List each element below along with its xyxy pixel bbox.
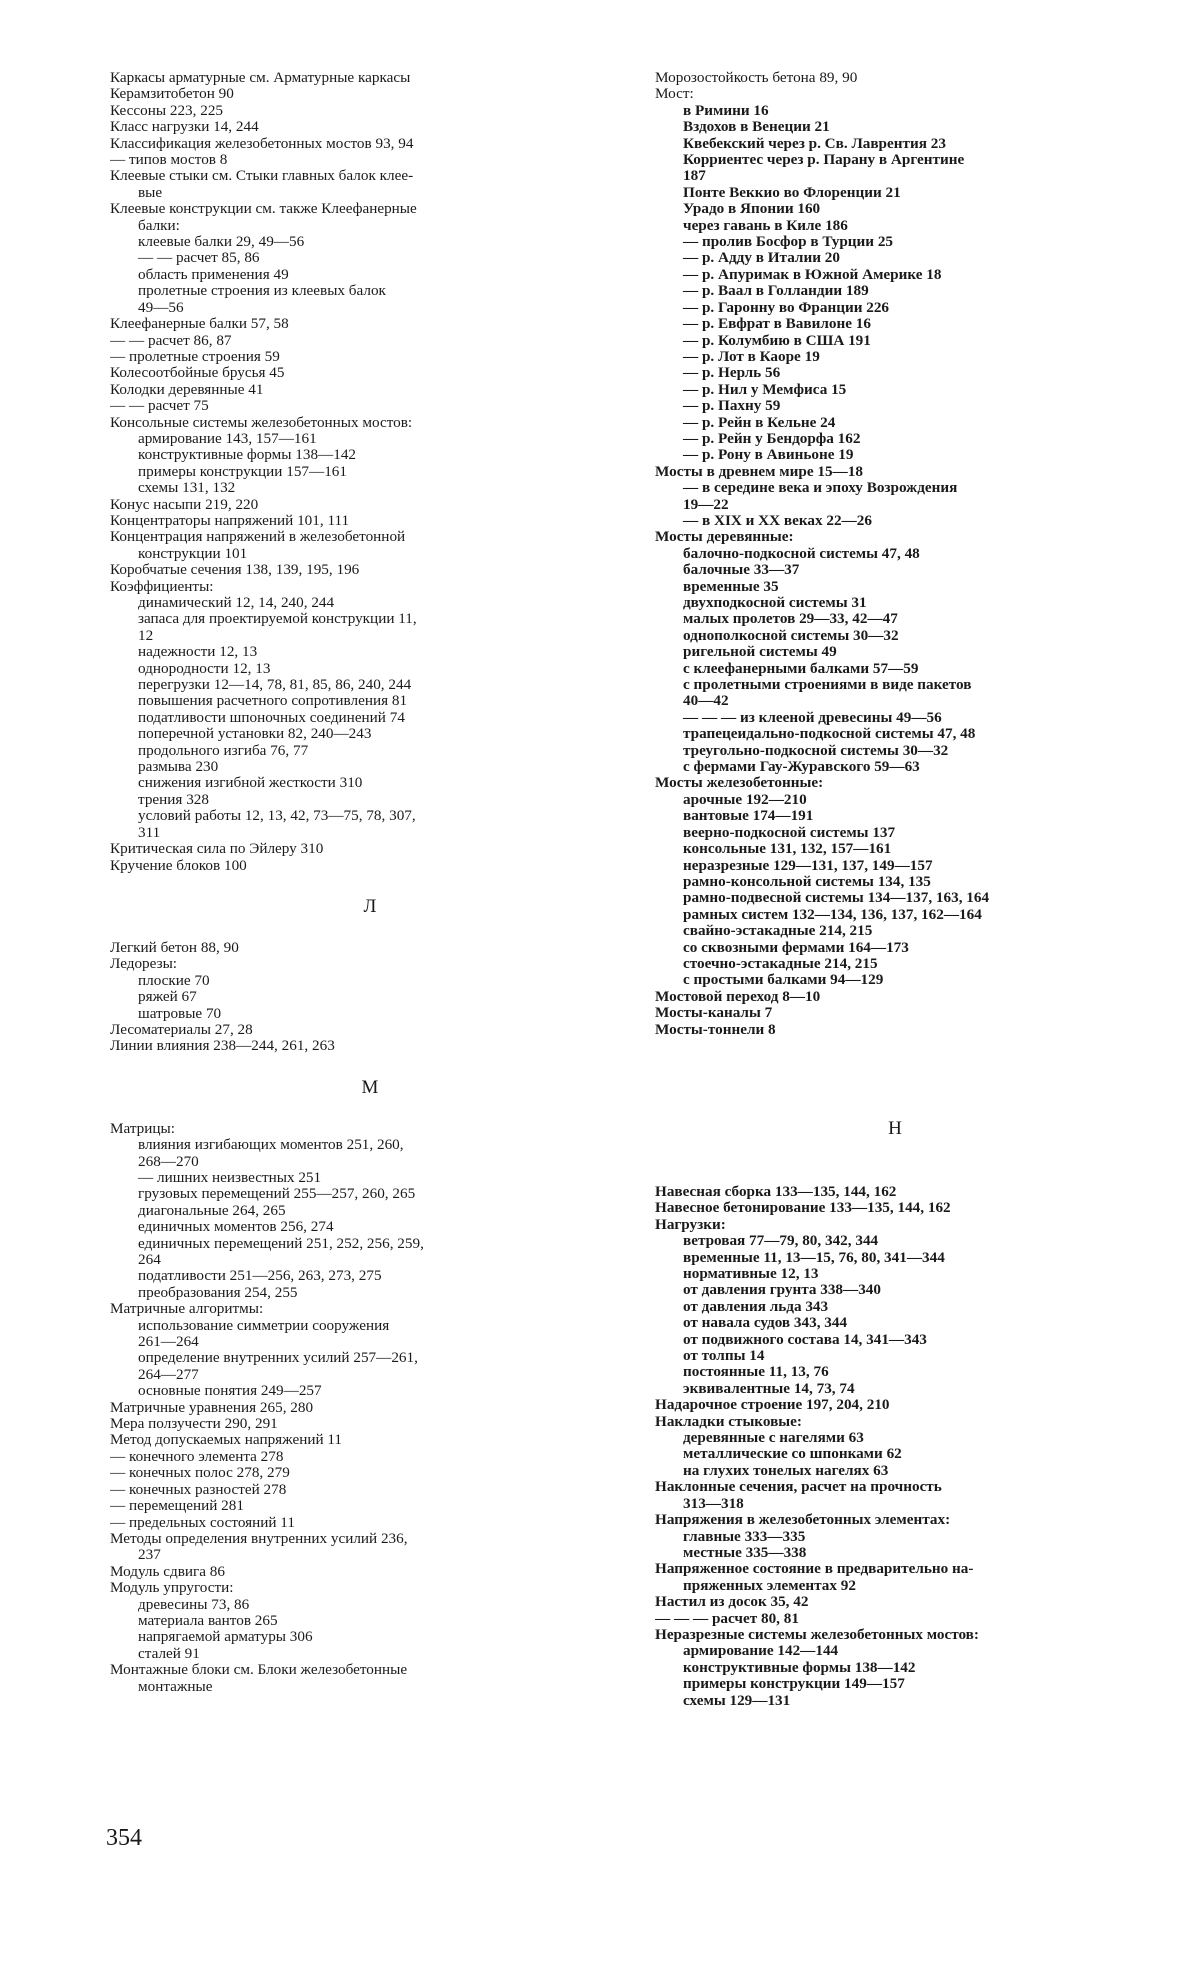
index-subentry: от давления льда 343 xyxy=(683,1298,829,1315)
index-subentry: — в XIX и XX веках 22—26 xyxy=(683,512,872,529)
index-entry: — конечных разностей 278 xyxy=(110,1481,287,1498)
index-subentry: преобразования 254, 255 xyxy=(138,1284,298,1301)
index-subentry: эквивалентные 14, 73, 74 xyxy=(683,1380,855,1397)
index-subentry: древесины 73, 86 xyxy=(138,1596,250,1613)
index-subentry: диагональные 264, 265 xyxy=(138,1202,286,1219)
index-entry: Критическая сила по Эйлеру 310 xyxy=(110,841,324,858)
index-subentry: схемы 129—131 xyxy=(683,1692,791,1709)
index-entry: — конечного элемента 278 xyxy=(110,1448,284,1465)
index-entry: Навесная сборка 133—135, 144, 162 xyxy=(655,1183,897,1200)
section-letter: Л xyxy=(363,895,377,917)
index-subentry: главные 333—335 xyxy=(683,1528,806,1545)
index-entry: Ледорезы: xyxy=(110,956,178,973)
index-subentry: арочные 192—210 xyxy=(683,791,807,808)
index-subentry: вантовые 174—191 xyxy=(683,808,814,825)
index-entry: Концентрация напряжений в железобетонной xyxy=(110,529,406,546)
index-subentry: 313—318 xyxy=(683,1495,744,1512)
index-subentry: с фермами Гау-Журавского 59—63 xyxy=(683,759,920,776)
index-subentry: балочно-подкосной системы 47, 48 xyxy=(683,545,920,562)
index-subentry: армирование 143, 157—161 xyxy=(138,430,317,447)
index-subentry: 12 xyxy=(138,627,154,644)
index-subentry: надежности 12, 13 xyxy=(138,644,258,661)
index-subentry: основные понятия 249—257 xyxy=(138,1383,322,1400)
index-entry: Настил из досок 35, 42 xyxy=(655,1594,809,1611)
index-subentry: запаса для проектируемой конструкции 11, xyxy=(138,611,417,628)
index-subentry: шатровые 70 xyxy=(138,1005,222,1022)
index-subentry: условий работы 12, 13, 42, 73—75, 78, 307, xyxy=(138,808,416,825)
index-subentry: Корриентес через р. Парану в Аргентине xyxy=(683,152,965,169)
index-subentry: податливости 251—256, 263, 273, 275 xyxy=(138,1268,382,1285)
index-entry: Колесоотбойные брусья 45 xyxy=(110,365,285,382)
index-entry: Напряженное состояние в предварительно на- xyxy=(655,1561,974,1578)
index-entry: Напряжения в железобетонных элементах: xyxy=(655,1512,951,1529)
index-entry: Мосты-каналы 7 xyxy=(655,1005,773,1022)
index-subentry: от подвижного состава 14, 341—343 xyxy=(683,1331,927,1348)
index-subentry: Урадо в Японии 160 xyxy=(683,201,821,218)
index-subentry: — р. Рону в Авиньоне 19 xyxy=(683,447,854,464)
index-column-right xyxy=(655,70,1135,1709)
index-subentry: металлические со шпонками 62 xyxy=(683,1446,902,1463)
spacer xyxy=(110,1055,630,1077)
index-entry: Матричные уравнения 265, 280 xyxy=(110,1399,314,1416)
index-column-left xyxy=(110,70,630,1695)
index-entry: Клеефанерные балки 57, 58 xyxy=(110,316,289,333)
index-entry: — предельных состояний 11 xyxy=(110,1514,295,1531)
index-subentry: податливости шпоночных соединений 74 xyxy=(138,709,405,726)
index-subentry: материала вантов 265 xyxy=(138,1612,278,1629)
index-subentry: — р. Гаронну во Франции 226 xyxy=(683,299,890,316)
index-subentry: — р. Рейн у Бендорфа 162 xyxy=(683,430,861,447)
index-subentry: напрягаемой арматуры 306 xyxy=(138,1629,313,1646)
index-subentry: рамно-подвесной системы 134—137, 163, 164 xyxy=(683,890,990,907)
index-subentry: схемы 131, 132 xyxy=(138,480,236,497)
index-subentry: область применения 49 xyxy=(138,266,289,283)
index-subentry: рамно-консольной системы 134, 135 xyxy=(683,873,931,890)
index-subentry: 49—56 xyxy=(138,299,184,316)
index-subentry: малых пролетов 29—33, 42—47 xyxy=(683,611,898,628)
index-entry: Мосты-тоннели 8 xyxy=(655,1021,776,1038)
index-subentry: — р. Рейн в Кельне 24 xyxy=(683,414,836,431)
index-entry: — — расчет 75 xyxy=(110,398,209,415)
index-entry: Класс нагрузки 14, 244 xyxy=(110,119,259,136)
index-entry: Коробчатые сечения 138, 139, 195, 196 xyxy=(110,562,360,579)
index-subentry: балки: xyxy=(138,217,180,234)
index-subentry: вые xyxy=(138,184,163,201)
index-entry: Концентраторы напряжений 101, 111 xyxy=(110,512,350,529)
index-subentry: продольного изгиба 76, 77 xyxy=(138,742,309,759)
index-entry: Кручение блоков 100 xyxy=(110,857,247,874)
index-subentry: Понте Веккио во Флоренции 21 xyxy=(683,184,901,201)
index-entry: Мостовой переход 8—10 xyxy=(655,988,821,1005)
index-entry: Коэффициенты: xyxy=(110,578,214,595)
index-subentry: плоские 70 xyxy=(138,972,210,989)
index-subentry: — — расчет 85, 86 xyxy=(138,250,260,267)
index-subentry: 40—42 xyxy=(683,693,729,710)
index-subentry: ряжей 67 xyxy=(138,989,197,1006)
index-subentry: единичных перемещений 251, 252, 256, 259, xyxy=(138,1235,424,1252)
index-entry: Методы определения внутренних усилий 236, xyxy=(110,1530,408,1547)
index-subentry: — р. Адду в Италии 20 xyxy=(683,250,840,267)
index-entry: Мосты в древнем мире 15—18 xyxy=(655,463,863,480)
spacer xyxy=(110,1099,630,1121)
index-subentry: снижения изгибной жесткости 310 xyxy=(138,775,363,792)
index-entry: — — расчет 86, 87 xyxy=(110,332,232,349)
index-entry: Легкий бетон 88, 90 xyxy=(110,939,239,956)
index-subentry: — — — из клееной древесины 49—56 xyxy=(683,709,942,726)
index-subentry: влияния изгибающих моментов 251, 260, xyxy=(138,1137,404,1154)
index-subentry: — пролив Босфор в Турции 25 xyxy=(683,234,894,251)
index-entry: Консольные системы железобетонных мостов: xyxy=(110,414,413,431)
index-subentry: ригельной системы 49 xyxy=(683,644,837,661)
index-subentry: треугольно-подкосной системы 30—32 xyxy=(683,742,949,759)
index-subentry: трения 328 xyxy=(138,791,209,808)
index-entry: Мосты железобетонные: xyxy=(655,775,824,792)
index-subentry: — лишних неизвестных 251 xyxy=(138,1169,322,1186)
index-subentry: неразрезные 129—131, 137, 149—157 xyxy=(683,857,933,874)
index-subentry: повышения расчетного сопротивления 81 xyxy=(138,693,408,710)
index-subentry: примеры конструкции 157—161 xyxy=(138,463,347,480)
index-entry: Керамзитобетон 90 xyxy=(110,86,234,103)
index-subentry: определение внутренних усилий 257—261, xyxy=(138,1350,418,1367)
section-letter: Н xyxy=(888,1117,902,1139)
index-subentry: пряженных элементах 92 xyxy=(683,1577,856,1594)
index-subentry: 268—270 xyxy=(138,1153,199,1170)
index-entry: Нагрузки: xyxy=(655,1216,726,1233)
index-subentry: трапецеидально-подкосной системы 47, 48 xyxy=(683,726,976,743)
index-entry: Лесоматериалы 27, 28 xyxy=(110,1021,253,1038)
index-subentry: — в середине века и эпоху Возрождения xyxy=(683,480,958,497)
index-subentry: — р. Ваал в Голландии 189 xyxy=(683,283,869,300)
index-subentry: постоянные 11, 13, 76 xyxy=(683,1364,829,1381)
index-entry: Колодки деревянные 41 xyxy=(110,381,264,398)
index-entry: Надарочное строение 197, 204, 210 xyxy=(655,1397,890,1414)
index-entry: Неразрезные системы железобетонных мостов: xyxy=(655,1626,979,1643)
spacer xyxy=(655,1140,1135,1162)
index-subentry: 261—264 xyxy=(138,1334,199,1351)
index-subentry: монтажные xyxy=(138,1678,213,1695)
index-entry: — перемещений 281 xyxy=(110,1498,244,1515)
index-subentry: Вздохов в Венеции 21 xyxy=(683,119,830,136)
index-subentry: — р. Пахну 59 xyxy=(683,398,781,415)
index-entry: — конечных полос 278, 279 xyxy=(110,1465,290,1482)
index-entry: Наклонные сечения, расчет на прочность xyxy=(655,1479,942,1496)
index-entry: Мера ползучести 290, 291 xyxy=(110,1416,278,1433)
index-entry: — — — расчет 80, 81 xyxy=(655,1610,799,1627)
index-entry: Монтажные блоки см. Блоки железобетонные xyxy=(110,1662,408,1679)
index-subentry: примеры конструкции 149—157 xyxy=(683,1676,905,1693)
index-subentry: стоечно-эстакадные 214, 215 xyxy=(683,955,878,972)
spacer xyxy=(655,1038,1135,1096)
index-subentry: поперечной установки 82, 240—243 xyxy=(138,726,372,743)
index-subentry: от давления грунта 338—340 xyxy=(683,1282,881,1299)
index-subentry: грузовых перемещений 255—257, 260, 265 xyxy=(138,1186,416,1203)
spacer xyxy=(110,874,630,896)
index-entry: Мосты деревянные: xyxy=(655,529,794,546)
index-subentry: через гавань в Киле 186 xyxy=(683,217,848,234)
index-entry: Классификация железобетонных мостов 93, 94 xyxy=(110,135,414,152)
index-subentry: консольные 131, 132, 157—161 xyxy=(683,841,892,858)
index-subentry: сталей 91 xyxy=(138,1645,200,1662)
index-subentry: 264—277 xyxy=(138,1366,199,1383)
index-entry: Кессоны 223, 225 xyxy=(110,102,224,119)
index-subentry: в Римини 16 xyxy=(683,102,769,119)
index-subentry: веерно-подкосной системы 137 xyxy=(683,824,896,841)
index-subentry: однополкосной системы 30—32 xyxy=(683,627,899,644)
index-subentry: балочные 33—37 xyxy=(683,562,800,579)
index-entry: Накладки стыковые: xyxy=(655,1413,802,1430)
index-entry: — пролетные строения 59 xyxy=(110,348,280,365)
index-subentry: однородности 12, 13 xyxy=(138,660,271,677)
index-subentry: 311 xyxy=(138,824,161,841)
index-subentry: — р. Колумбию в США 191 xyxy=(683,332,871,349)
index-subentry: — р. Евфрат в Вавилоне 16 xyxy=(683,316,871,333)
index-subentry: со сквозными фермами 164—173 xyxy=(683,939,909,956)
index-subentry: единичных моментов 256, 274 xyxy=(138,1219,334,1236)
section-letter: М xyxy=(361,1076,379,1098)
index-entry: Каркасы арматурные см. Арматурные каркасы xyxy=(110,70,411,86)
index-subentry: от навала судов 343, 344 xyxy=(683,1315,848,1332)
index-subentry: с пролетными строениями в виде пакетов xyxy=(683,677,972,694)
index-entry: Матричные алгоритмы: xyxy=(110,1301,264,1318)
index-subentry: местные 335—338 xyxy=(683,1544,807,1561)
index-entry: Метод допускаемых напряжений 11 xyxy=(110,1432,342,1449)
spacer xyxy=(655,1162,1135,1184)
index-subentry: деревянные с нагелями 63 xyxy=(683,1430,864,1447)
index-entry: Линии влияния 238—244, 261, 263 xyxy=(110,1038,335,1055)
index-subentry: 19—22 xyxy=(683,496,729,513)
index-subentry: — р. Нил у Мемфиса 15 xyxy=(683,381,847,398)
index-entry: Клеевые конструкции см. также Клеефанерные xyxy=(110,201,417,218)
index-entry: Матрицы: xyxy=(110,1120,175,1137)
index-subentry: размыва 230 xyxy=(138,759,219,776)
index-subentry: перегрузки 12—14, 78, 81, 85, 86, 240, 244 xyxy=(138,677,412,694)
index-entry: Навесное бетонирование 133—135, 144, 162 xyxy=(655,1200,951,1217)
index-subentry: с клеефанерными балками 57—59 xyxy=(683,660,919,677)
index-subentry: на глухих тонелых нагелях 63 xyxy=(683,1462,889,1479)
index-entry: Мост: xyxy=(655,86,694,103)
index-subentry: рамных систем 132—134, 136, 137, 162—164 xyxy=(683,906,982,923)
index-entry: Модуль упругости: xyxy=(110,1580,234,1597)
index-subentry: Квебекский через р. Св. Лаврентия 23 xyxy=(683,135,946,152)
index-subentry: 187 xyxy=(683,168,706,185)
index-subentry: временные 35 xyxy=(683,578,779,595)
index-subentry: 264 xyxy=(138,1252,161,1268)
spacer xyxy=(655,1096,1135,1118)
index-subentry: временные 11, 13—15, 76, 80, 341—344 xyxy=(683,1249,945,1266)
index-entry: Модуль сдвига 86 xyxy=(110,1563,225,1580)
index-entry: Морозостойкость бетона 89, 90 xyxy=(655,70,858,86)
index-subentry: — р. Лот в Каоре 19 xyxy=(683,348,820,365)
index-subentry: свайно-эстакадные 214, 215 xyxy=(683,923,873,940)
index-subentry: пролетные строения из клеевых балок xyxy=(138,283,386,300)
index-subentry: использование симметрии сооружения xyxy=(138,1317,390,1334)
index-subentry: армирование 142—144 xyxy=(683,1643,839,1660)
index-subentry: двухподкосной системы 31 xyxy=(683,595,867,611)
index-entry: Конус насыпи 219, 220 xyxy=(110,496,259,513)
spacer xyxy=(110,918,630,940)
index-subentry: клеевые балки 29, 49—56 xyxy=(138,234,305,251)
index-subentry: конструктивные формы 138—142 xyxy=(683,1659,916,1676)
index-entry: Клеевые стыки см. Стыки главных балок клее- xyxy=(110,168,414,185)
page-number: 354 xyxy=(106,1825,142,1851)
index-subentry: нормативные 12, 13 xyxy=(683,1266,819,1282)
index-subentry: 237 xyxy=(138,1547,161,1564)
index-subentry: от толпы 14 xyxy=(683,1348,765,1365)
index-subentry: конструктивные формы 138—142 xyxy=(138,447,357,464)
index-subentry: с простыми балками 94—129 xyxy=(683,972,884,989)
index-subentry: — р. Нерль 56 xyxy=(683,365,781,382)
index-subentry: — р. Апуримак в Южной Америке 18 xyxy=(683,266,942,283)
index-subentry: ветровая 77—79, 80, 342, 344 xyxy=(683,1233,879,1250)
index-subentry: конструкции 101 xyxy=(138,545,248,562)
index-subentry: динамический 12, 14, 240, 244 xyxy=(138,595,335,611)
index-entry: — типов мостов 8 xyxy=(110,152,228,169)
